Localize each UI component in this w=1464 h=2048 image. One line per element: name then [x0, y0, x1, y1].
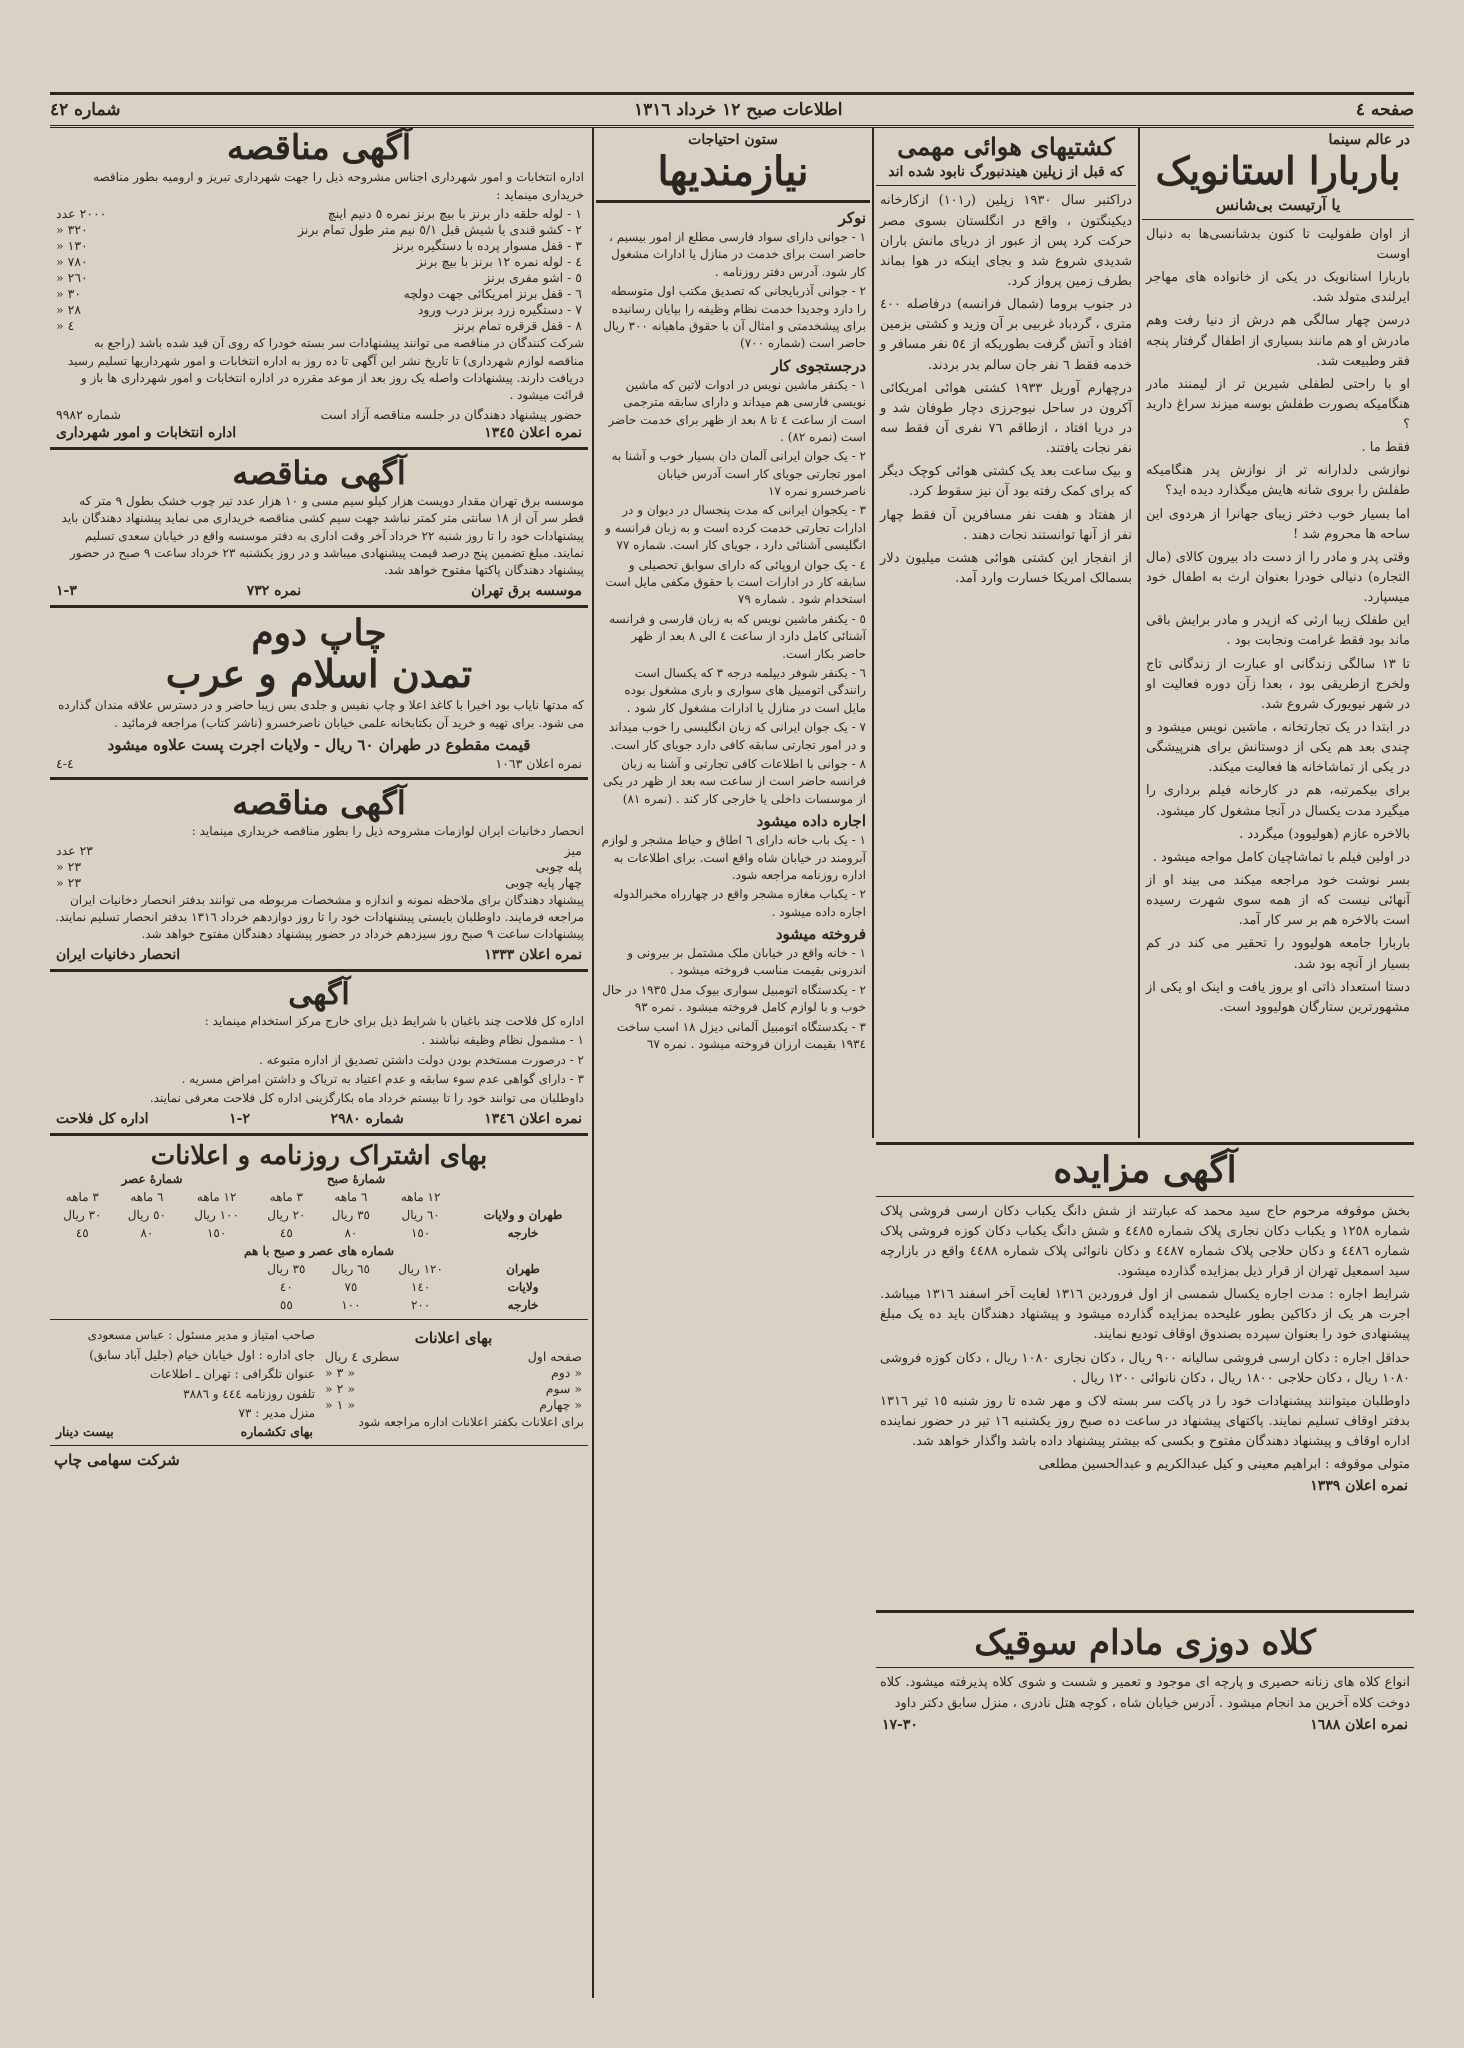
page-label: صفحه ٤ — [1355, 100, 1414, 120]
issue-label: شماره ٤٢ — [50, 100, 121, 120]
tender2-signature: موسسه برق تهران — [471, 582, 582, 599]
needs-group-heading: درجستجوی کار — [771, 356, 866, 375]
book-title2: تمدن اسلام و عرب — [165, 651, 473, 697]
needs-group-heading: نوکر — [838, 209, 866, 227]
needs-group-heading: فروخته میشود — [775, 925, 866, 944]
needs-item: ١ - یک باب خانه دارای ٦ اطاق و حیاط مشجر و لوازم آبرومند در خیابان شاه واقع است. برای اطلاعات به اداره روزنامه مراجعه شود. — [601, 833, 866, 882]
cinema-paragraph: بسر نوشت خود مراجعه میکند می بیند او از آنهائی نیست که از همه سوی شهرت رسیده است بالاخره هم بر سر کار آمد. — [1146, 873, 1410, 929]
cinema-paragraph: فقط ما . — [1361, 440, 1410, 456]
book-ad-number: نمره اعلان ١٠٦٣ — [495, 756, 582, 772]
tender1-item-name: ١ - لوله حلقه دار برنز با بیچ برنز نمره ٥ دنیم اینچ — [327, 206, 582, 222]
ads-rates — [319, 1325, 588, 1440]
needs-group-heading: اجاره داده میشود — [756, 812, 866, 831]
rate-place: ولایات — [507, 1280, 539, 1295]
needs-item: ٤ - یک جوان اروپائی که دارای سوابق تحصیلی و سابقه کار در ادارات است با حقوق مکفی مایل است استخدام شود . شماره ٧٩ — [605, 557, 866, 607]
cinema-paragraph: از اوان طفولیت تا کنون بدشانسی‌ها به دنبال اوست — [1146, 226, 1410, 262]
rate-cell: ٢٠ ریال — [267, 1208, 306, 1223]
ads-rate-price: « ٢ « — [325, 1381, 355, 1397]
rate-cell: ٤٠ — [279, 1280, 293, 1295]
auction-paragraph: بخش موقوفه مرحوم حاج سید محمد که عبارتند از شش دانگ یکباب دکان ارسی فروشی پلاک شماره ١٢٥٨ و یکباب دکان نجاری پلاک شماره ٤٤٨٥ و شش دانگ یکباب دکان کوزه فروشی پلاک شماره ٤٤٨٦ و دکان حلاجی پلاک شماره ٤٤٨٧ و دکان نانوائی پلاک شماره ٤٤٨٨ واقع در بازارچه سید اسمعیل تهران از قرار ذیل بمزایده گذارده میشود. — [880, 1203, 1410, 1280]
auction-paragraph: داوطلبان میتوانند پیشنهادات خود را در پاکت سر بسته لاک و مهر شده تا روز شنبه ١٥ تیر ١٣١٦ بدفتر اوقاف تسلیم نمایند. پاکتهای پیشنهاد در ساعت ده صبح روز یکشنبه ١٦ تیر در حضور نماینده اداره اوقاف و پیشنهاد دهندگان مفتوح و بکسی که بیشتر پیشنهاد داده باشد واگذار خواهد شد. — [880, 1393, 1410, 1450]
subscription-table — [50, 1170, 588, 1314]
tender1-title: آگهی مناقصه — [226, 128, 412, 168]
tender3-body: پیشنهاد دهندگان برای ملاحظه نمونه و اندازه و مشخصات مربوطه می توانند بدفتر انحصار دخانیات ایران مراجعه فرمایند. داوطلبان بایستی پیشنهادات خود را تا روز دوازدهم خرداد ١٣١٦ بدفتر انحصار تسلیم نمایند. پیشنهادات ساعت ٩ صبح روز سیزدهم خرداد در حضور پیشنهاد دهندگان مفتوح خواهد شد. — [55, 892, 584, 942]
notice-title: آگهی — [288, 976, 350, 1012]
rate-cell: ١٠٠ — [341, 1298, 361, 1313]
tender3-item-name: پله چوبی — [535, 858, 582, 874]
needs-item: ١ - جوانی دارای سواد فارسی مطلع از امور بیسیم ، حاضر است برای خدمت در منازل یا ادارات مشغول کار شود. آدرس دفتر روزنامه . — [609, 230, 866, 279]
airships-subtitle: که قبل از زپلین هیندنبورگ نابود شده اند — [888, 164, 1124, 181]
cinema-paragraph: در ابتدا در یک تجارتخانه ، ماشین نویس میشود و چندی بعد هم یکی از دوستانش برای هنرپیشگی در یکی از تماشاخانه ها فعالیت میکند. — [1146, 720, 1410, 776]
tender1-item-name: ٥ - اشو مفری برنز — [484, 270, 582, 286]
airships-title: کشتیهای هوائی مهمی — [897, 132, 1115, 161]
tender1-item-qty: ٧٨٠ « — [56, 254, 88, 270]
period: ٦ ماهه — [334, 1190, 368, 1205]
rate-cell: ١٠٠ ریال — [194, 1208, 239, 1223]
rate-cell: ٦٠ ریال — [401, 1208, 440, 1223]
cinema-title: باربارا استانویک — [1155, 148, 1401, 193]
tender3-item-qty: ٢٣ « — [56, 858, 82, 874]
auction-paragraph: حداقل اجاره : دکان ارسی فروشی سالیانه ٩٠٠ ریال ، دکان نجاری ١٠٨٠ ریال ، دکان کوزه فروشی ١٠٨٠ ریال ، دکان حلاجی ١٨٠٠ ریال ، دکان نانوائی ١٢٠٠ ریال . — [880, 1350, 1410, 1386]
tender3-ad — [50, 786, 588, 963]
tender1-item-qty: ٣٠ « — [56, 286, 82, 302]
ads-rate-page: صفحه اول — [527, 1349, 582, 1365]
airships-paragraph: از انفجار این کشتی هوائی هشت میلیون دلار بسمالک امریکا خسارت وارد آمد. — [880, 550, 1132, 586]
book-body: که مدتها نایاب بود اخیرا با کاغذ اعلا و چاپ نفیس و جلدی بس زیبا حاضر و در دسترس علاقه مندان گذارده می شود. برای تهیه و خرید آن بکتابخانه علمی خیابان ناصرخسرو (ناشر کتاب) مراجعه فرمائید . — [58, 698, 584, 730]
needs-item: ١ - یکنفر ماشین نویس در ادوات لاتین که ماشین نویسی فارسی هم میداند و دارای سابقه مترجمی است از ساعت ٤ تا ٨ بعد از ظهر برای خدمت حاضر است (نمره ٨٢) . — [608, 377, 866, 444]
tender1-item-qty: ٣٢٠ « — [56, 222, 88, 238]
tender1-ad — [50, 130, 588, 441]
needs-item: ٧ - یک جوان ایرانی که زبان انگلیسی را خوب میداند و در امور تجارتی سابقه کافی دارد جویای کار است. — [608, 720, 866, 752]
book-price: قیمت مقطوع در طهران ٦٠ ریال - ولایات اجرت پست علاوه میشود — [107, 736, 531, 755]
manager-phone: منزل مدیر : ٧٣ — [238, 1405, 315, 1420]
cinema-paragraph: نوازشی دلدارانه تر از نوازش پدر هنگامیکه طفلش را بروی شانه هایش میگذارد دیده اید؟ — [1146, 463, 1410, 499]
tender1-item-qty: ٢٨ « — [56, 302, 82, 318]
cinema-paragraph: برای بیکمرتبه، هم در کارخانه فیلم برداری را میگیرد مدت یکسال در آنجا مشغول کار میشود. — [1146, 783, 1410, 819]
auction-ad-number: نمره اعلان ١٣٣٩ — [1310, 1478, 1408, 1495]
tender2-ad-number: نمره ٧٣٢ — [246, 582, 302, 599]
tender3-item-qty: ٢٣ عدد — [56, 842, 93, 858]
notice-ad-number: نمره اعلان ١٣٤٦ — [484, 1110, 582, 1127]
hats-number: ٣٠-١٧ — [882, 1716, 918, 1733]
cinema-paragraph: باربارا جامعه هولیوود را تحقیر می کند در کم بسیار از آنچه بود شد. — [1146, 936, 1410, 972]
notice-signature: اداره کل فلاحت — [56, 1110, 149, 1127]
needs-item: ٥ - یکنفر ماشین نویس که به زبان فارسی و فرانسه آشنائی کامل دارد از ساعت ٤ الی ٨ بعد از ظهر حاضر بکار است. — [609, 611, 866, 661]
tender2-number: ٣-١ — [56, 582, 77, 599]
needs-item: ٦ - یکنفر شوفر دیپلمه درجه ٣ که یکسال است رانندگی اتومبیل های سواری و باری مشغول بوده مایل است در منازل یا ادارات مشغول کار شود . — [624, 665, 866, 715]
cinema-subtitle: یا آرتیست بی‌شانس — [1215, 195, 1341, 214]
book-number: ٤-٤ — [56, 756, 74, 772]
needs-title: نیازمندیها — [657, 148, 809, 195]
airships-paragraph: در جنوب بروما (شمال فرانسه) درفاصله ٤٠٠ متری ، گردباد غربیی بر آن وزید و کشتی بزمین افتاد و آتش گرفت بطوریکه از ٥٤ نفر مسافر و خدمه فقط ٦ نفر جان سالم بدر بردند. — [880, 297, 1132, 373]
rate-cell: ٣٥ ریال — [331, 1208, 370, 1223]
ads-rate-page: « چهارم — [539, 1397, 582, 1413]
cinema-paragraph: وقتی پدر و مادر را از دست داد بیرون کالای (مال التجاره) دنیالی خودرا بعنوان ارث به اطفال خود میسپارد. — [1146, 549, 1410, 606]
notice-item: ١ - مشمول نظام وظیفه نباشند . — [421, 1033, 584, 1048]
cinema-paragraph: باربارا استانویک در یکی از خانواده های مهاجر ایرلندی متولد شد. — [1146, 270, 1410, 306]
cinema-paragraph: این طفلک زیبا ارثی که ازپدر و مادر برایش باقی ماند بود فقط غرامت ونجابت بود . — [1146, 613, 1410, 649]
tender3-item-qty: ٢٣ « — [56, 874, 82, 890]
cinema-paragraph: او با راحتی لطفلی شیرین تر از لیمنند مادر هنگامیکه بصورت طفلش بوسه میزند سراغ دارید ؟ — [1146, 376, 1410, 433]
needs-item: ٨ - جوانی با اطلاعات کافی تجارتی و آشنا به زبان فرانسه حاضر است از ساعت سه بعد از ظهر در یکی از موسسات داخلی یا خارجی کار کند . (نمره ٨١) — [602, 756, 866, 806]
auction-ad — [876, 1142, 1414, 1605]
rate-cell: ٦٥ ریال — [331, 1262, 370, 1277]
column-rule — [1138, 128, 1140, 1138]
publisher-info — [50, 1325, 319, 1440]
period: ١٢ ماهه — [400, 1190, 441, 1205]
printer: شرکت سهامی چاپ — [54, 1451, 180, 1470]
tender1-note: حضور پیشنهاد دهندگان در جلسه مناقصه آزاد است — [320, 406, 582, 422]
ads-rate-price: « ١ « — [325, 1397, 355, 1413]
telegraph: عنوان تلگرافی : تهران ـ اطلاعات — [149, 1367, 315, 1382]
cinema-paragraph: تا ١٣ سالگی زندگانی او عبارت از زندگانی تاج ولخرج ازطریقی بود ، بعدا زآن دوره فعالیت او در شهر نیویورک شروع شد. — [1146, 656, 1410, 712]
needs-item: ٢ - یکباب مغازه مشجر واقع در چهارراه مخبرالدوله اجاره داده میشود . — [613, 887, 866, 919]
hats-title: کلاه دوزی مادام سوقیک — [974, 1623, 1316, 1663]
phone: تلفون روزنامه ٤٤٤ و ٣٨٨٦ — [183, 1386, 315, 1401]
rate-cell: ١٢٠ ریال — [398, 1262, 443, 1277]
auction-title: آگهی مزایده — [1053, 1149, 1237, 1191]
column-rule — [872, 128, 874, 1138]
classifieds-column — [596, 128, 870, 1998]
ads-rate-price: « ٣ « — [325, 1365, 355, 1381]
rate-place: خارجه — [507, 1298, 539, 1313]
needs-section-label: ستون احتیاجات — [688, 132, 778, 148]
period: ١٢ ماهه — [196, 1190, 237, 1205]
notice-seq: ٢-١ — [229, 1110, 250, 1127]
needs-item: ٢ - جوانی آذربایجانی که تصدیق مکتب اول متوسطه را دارد وجدیدا خدمت نظام وظیفه را بپایان رسانیده برای پیشخدمتی و امثال آن با حقوق ماهیانه ٣٠٠ ریال حاضر است (شماره ٧٠٠) — [603, 284, 866, 351]
owner: صاحب امتیاز و مدیر مسئول : عباس مسعودی — [87, 1328, 315, 1343]
paper-date: اطلاعات صبح ١٢ خرداد ١٣١٦ — [633, 100, 843, 120]
tender1-number: شماره ٩٩٨٢ — [56, 406, 121, 422]
hats-ad — [876, 1610, 1414, 2003]
rate-cell: ٤٥ — [75, 1226, 89, 1241]
rate-place: طهران و ولایات — [483, 1208, 563, 1223]
needs-item: ٢ - یکدستگاه اتومبیل سواری بیوک مدل ١٩٣٥ در حال خوب و با لوازم کامل فروخته میشود . نمره ٩٣ — [602, 982, 866, 1015]
masthead — [50, 92, 1414, 128]
tender2-body: موسسه برق تهران مقدار دویست هزار کیلو سیم مسی و ١٠ هزار عدد تیر چوب خشک بطول ٩ متر که قطر سر آن از ١٨ سانتی متر کمتر نباشد جهت سیم کشی مناقصه خریداری می نماید پیشنهاد دهندگان باید پیشنهادات خود را تا روز شنبه ٢٢ خرداد آخر وقت اداری به دفتر موسسه واقع در خیابان سعدی تسلیم نمایند. مبلغ تضمین پنج درصد قیمت پیشنهادی میباشد و در روز یکشنبه ٢٣ خرداد ساعت ٩ صبح در حضور پیشنهاد دهندگان پاکتها مفتوح خواهد شد. — [61, 493, 584, 578]
tender1-signature: اداره انتخابات و امور شهرداری — [56, 424, 237, 441]
cinema-paragraph: در اولین فیلم با تماشاچیان کامل مواجه میشود . — [1152, 849, 1410, 865]
tender3-item-name: میز — [564, 842, 582, 858]
tender2-title: آگهی مناقصه — [232, 453, 406, 492]
rate-cell: ٧٥ — [344, 1280, 358, 1295]
ads-rate-price: سطری ٤ ریال — [325, 1349, 400, 1365]
airships-paragraph: درچهارم آوریل ١٩٣٣ کشتی هوائی امریکائی آکرون در ساحل نیوجرزی دچار طوفان شد و در دریا افتاد ، ازطاقم ٧٦ نفری آن فقط سه نفر نجات یافتند. — [880, 380, 1132, 457]
tender1-ad-number: نمره اعلان ١٣٤٥ — [484, 424, 582, 441]
rate-cell: ١٥٠ — [410, 1226, 431, 1241]
period: ٣ ماهه — [65, 1190, 99, 1205]
tender1-item-qty: ٢٦٠ « — [56, 270, 88, 286]
rate-cell: ٣٠ ریال — [63, 1208, 102, 1223]
rate-cell: ٨٠ — [344, 1226, 358, 1241]
notice-intro: اداره کل فلاحت چند باغبان با شرایط ذیل برای خارج مرکز استخدام مینماید : — [204, 1013, 584, 1028]
rate-place: خارجه — [507, 1226, 539, 1241]
ads-rates-title: بهای اعلانات — [414, 1329, 493, 1348]
period: ٦ ماهه — [130, 1190, 164, 1205]
rate-cell: ٤٥ — [279, 1226, 293, 1241]
tender1-item-name: ٤ - لوله نمره ١٢ برنز با بیچ برنز — [416, 254, 582, 270]
tender3-title: آگهی مناقصه — [232, 784, 406, 823]
notice-item: ٣ - دارای گواهی عدم سوء سابقه و عدم اعتیاد به تریاک و داشتن امراض مسریه . — [181, 1071, 584, 1086]
rate-cell: ٨٠ — [140, 1226, 154, 1241]
cinema-paragraph: دستا استعداد ذاتی او بروز یافت و اینک او یکی از مشهورترین ستارگان هولیوود است. — [1146, 979, 1410, 1015]
needs-item: ٣ - یکجوان ایرانی که مدت پنجسال در دیوان و در ادارات تجارتی خدمت کرده است و به زبان فرانسه و انگلیسی آشنائی دارد ، جویای کار است. شماره ٧٧ — [605, 503, 866, 553]
needs-item: ٣ - یکدستگاه اتومبیل آلمانی دیزل ١٨ اسب ساخت ١٩٣٤ بقیمت ارزان فروخته میشود . نمره ٦٧ — [616, 1019, 866, 1052]
airships-paragraph: و بیک ساعت بعد یک کشتی هوائی کوچک دیگر که برای کمک رفته بود آن نیز سقوط کرد. — [880, 464, 1132, 500]
tender3-item-name: چهار پایه چوبی — [505, 874, 582, 890]
cinema-article — [1142, 128, 1414, 1138]
rate-cell: ٣٥ ریال — [267, 1262, 306, 1277]
tender1-body: شرکت کنندگان در مناقصه می توانند پیشنهادات سر بسته خودرا که روی آن قید شده باشد (راجع به مناقصه لوازم شهرداری) تا تاریخ نشر این آگهی تا ده روز به اداره انتخابات و امور شهرداریها تسلیم رسید دریافت دارند. پیشنهادات واصله یک روز بعد از موعد مقرره در اداره انتخابات و امور شهرداری ها باز و قرائت میشود . — [67, 336, 584, 403]
notice-ad — [50, 978, 588, 1127]
airships-paragraph: از هفتاد و هفت نفر مسافرین آن فقط چهار نفر از آنها توانستند نجات دهند . — [880, 507, 1132, 543]
book-title1: چاپ دوم — [251, 611, 387, 654]
tender1-item-qty: ٤ « — [56, 318, 75, 334]
auction-paragraph: شرایط اجاره : مدت اجاره یکسال شمسی از اول فروردین ١٣١٦ لغایت آخر اسفند ١٣١٦ میباشد. اجرت هر یک از دکاکین بطور علیحده بمزایده گذارده میشود و پیشنهاد دهندگان باید ده یک مبلغ پیشنهادی خود را بعنوان سپرده بصندوق اوقاف تودیع نمایند. — [880, 1287, 1410, 1343]
tender1-item-name: ٧ - دستگیره زرد برنز درب ورود — [417, 302, 582, 318]
hats-ad-number: نمره اعلان ١٦٨٨ — [1310, 1716, 1408, 1733]
notice-number: شماره ٢٩٨٠ — [330, 1110, 404, 1127]
tender1-item-qty: ٢٠٠٠ عدد — [56, 206, 107, 222]
tender3-intro: انحصار دخانیات ایران لوازمات مشروحه ذیل را بطور مناقصه خریداری مینماید : — [191, 824, 584, 839]
notice-body: داوطلبان می توانند خود را تا بیستم خرداد ماه بکارگزینی اداره کل فلاحت معرفی نمایند. — [149, 1091, 584, 1106]
tender3-signature: انحصار دخانیات ایران — [56, 946, 181, 963]
needs-item: ١ - خانه واقع در خیابان ملک مشتمل بر بیرونی و اندرونی بقیمت مناسب فروخته میشود . — [627, 946, 866, 978]
ads-rate-page: « دوم — [551, 1365, 582, 1381]
rate-cell: ٥٠ ریال — [127, 1208, 166, 1223]
cinema-paragraph: اما بسیار خوب دختر زیبای جهانرا از هردوی این ساحه ها محروم شد ! — [1146, 506, 1410, 542]
single-price: بیست دینار — [56, 1424, 114, 1440]
tender1-item-qty: ١٣٠ « — [56, 238, 88, 254]
tender1-item-name: ٦ - قفل برنز امریکائی جهت دولچه — [403, 286, 582, 302]
cinema-paragraph: درسن چهار سالگی هم درش از دنیا رفت وهم مادرش او هم مانند بسیاری از اطفال گرفتار پنجه فقر وطبیعت شد. — [1146, 313, 1410, 369]
evening-label: شمارهٔ عصر — [121, 1172, 183, 1187]
subscription-title: بهای اشتراک روزنامه و اعلانات — [150, 1140, 488, 1171]
rate-cell: ١٤٠ — [410, 1280, 431, 1295]
tender1-item-name: ٣ - قفل مسوار پرده با دستگیره برنز — [393, 238, 582, 254]
tender1-intro: اداره انتخابات و امور شهرداری اجناس مشروحه ذیل را جهت شهرداری تبریز و ارومیه بطور مناقصه خریداری مینماید : — [93, 170, 584, 202]
cinema-kicker: در عالم سینما — [1328, 132, 1410, 148]
ads-office-note: برای اعلانات بکفتر اعلانات اداره مراجعه شود — [358, 1415, 584, 1430]
tender1-item-name: ٢ - کشو قندی یا شیش قبل ٥/١ نیم متر طول تمام برنز — [297, 222, 582, 238]
single-price-label: بهای تکشماره — [240, 1424, 313, 1440]
rate-cell: ٥٥ — [279, 1298, 293, 1313]
column-rule — [592, 128, 594, 1998]
ads-column — [50, 128, 588, 1998]
morning-label: شمارهٔ صبح — [326, 1172, 386, 1187]
ads-rate-page: « سوم — [545, 1381, 582, 1397]
office-address: جای اداره : اول خیابان خیام (جلیل آباد سابق) — [89, 1347, 315, 1362]
tender1-item-name: ٨ - قفل قرقره تمام برنز — [454, 318, 582, 334]
combined-label: شماره های عصر و صبح با هم — [243, 1244, 395, 1259]
needs-item: ٢ - یک جوان ایرانی آلمان دان بسیار خوب و آشنا به امور تجارتی جویای کار است آدرس خیابان ناصرخسرو نمره ١٧ — [611, 449, 866, 499]
book-ad — [50, 611, 588, 772]
period: ٣ ماهه — [269, 1190, 303, 1205]
airships-article — [876, 128, 1136, 1138]
tender2-ad — [50, 453, 588, 599]
notice-item: ٢ - درصورت مستخدم بودن دولت داشتن تصدیق از اداره متبوعه . — [259, 1052, 584, 1067]
tender3-ad-number: نمره اعلان ١٣٣٣ — [484, 946, 582, 963]
rate-cell: ١٥٠ — [206, 1226, 227, 1241]
rate-place: طهران — [506, 1262, 540, 1277]
airships-paragraph: دراکتبر سال ١٩٣٠ زپلین (ر١٠١) ازکارخانه دیکینگتون ، واقع در انگلستان بسوی مصر حرکت کرد پس از عبور از دریای مانش باران شدیدی شروع شد و بجای اینکه در هوا بماند بطرف زمین پرواز کرد. — [880, 193, 1133, 289]
cinema-paragraph: بالاخره عازم (هولیوود) میگردد . — [1239, 826, 1410, 842]
auction-paragraph: متولی موقوفه : ابراهیم معینی و کیل عبدالکریم و عبدالحسین مطلعی — [1038, 1457, 1410, 1473]
subscription-box — [50, 1142, 588, 1470]
hats-body: انواع کلاه های زنانه حصیری و پارچه ای موجود و تعمیر و شست و شوی کلاه پذیرفته میشود. کلاه دوخت کلاه آخرین مد انجام میشود . آدرس خیابان شاه ، کوچه هتل نادری ، منزل سابق دکتر داود — [880, 1675, 1410, 1711]
rate-cell: ٢٠٠ — [410, 1298, 431, 1313]
